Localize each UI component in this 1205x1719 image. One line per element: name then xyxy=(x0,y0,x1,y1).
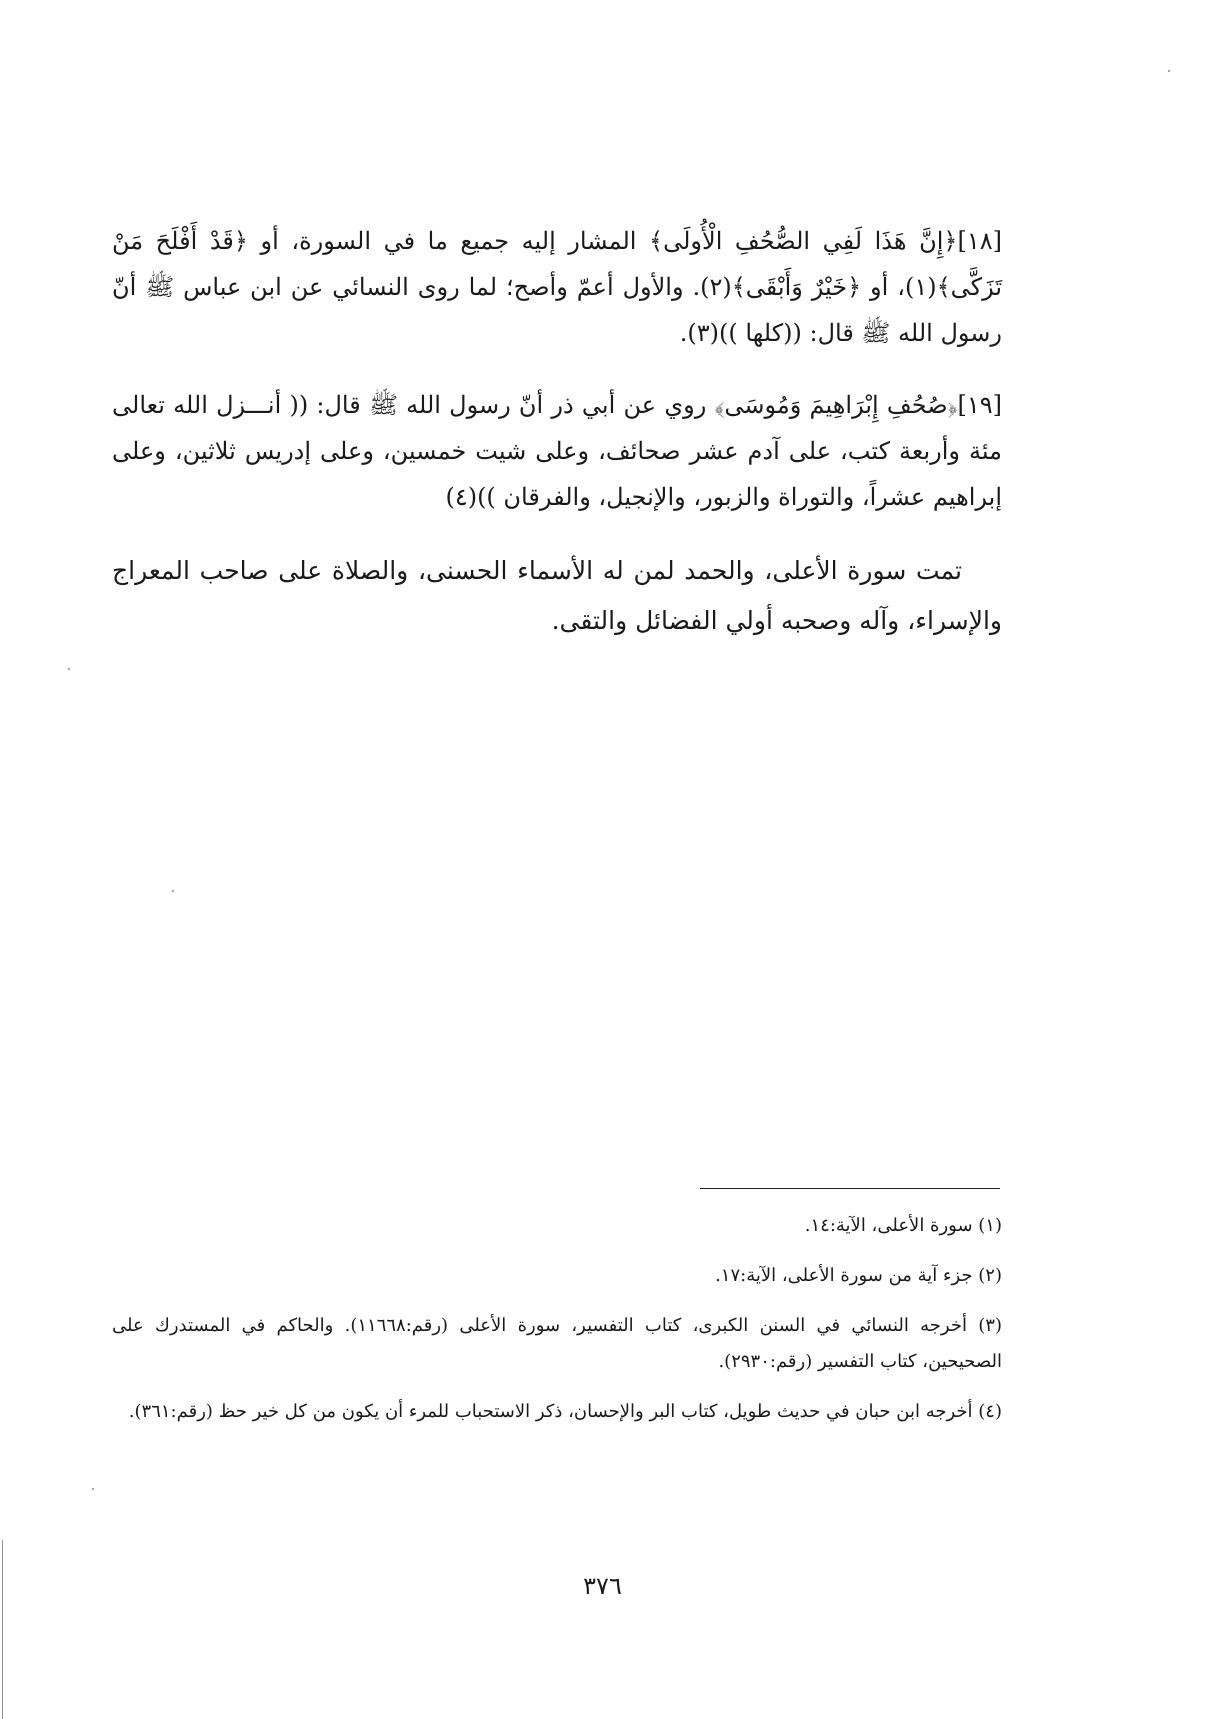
closing-paragraph: تمت سورة الأعلى، والحمد لمن له الأسماء الحسنى، والصلاة على صاحب المعراج والإسراء، وآله وصحبه أولي الفضائل والتقى. xyxy=(112,556,1002,635)
main-text xyxy=(112,218,1002,672)
footnote-2: (٢) جزء آية من سورة الأعلى، الآية:١٧. xyxy=(715,1265,1002,1286)
page-number: ٣٧٦ xyxy=(583,1572,622,1600)
paragraph-18: [١٨]﴿إِنَّ هَذَا لَفِي الصُّحُفِ الْأُولَى﴾ المشار إليه جميع ما في السورة، أو ﴿قَدْ أَفْلَحَ مَنْ تَزَكَّى﴾(١)، أو ﴿خَيْرٌ وَأَبْقَى﴾(٢). والأول أعمّ وأصح؛ لما روى النسائي عن ابن عباس ﷺ أنّ رسول الله ﷺ قال: ((كلها ))(٣). xyxy=(112,227,1003,347)
scan-speck xyxy=(172,890,174,892)
footnotes xyxy=(112,1208,1002,1444)
footnote-separator xyxy=(700,1188,1000,1189)
footnote-3: (٣) أخرجه النسائي في السنن الكبرى، كتاب التفسير، سورة الأعلى (رقم:١١٦٦٨). والحاكم في المستدرك على الصحيحين، كتاب التفسير (رقم:٢٩٣٠). xyxy=(112,1315,1002,1372)
footnote-4: (٤) أخرجه ابن حبان في حديث طويل، كتاب البر والإحسان، ذكر الاستحباب للمرء أن يكون من كل خير حظ (رقم:٣٦١). xyxy=(128,1401,1002,1422)
scan-edge-line xyxy=(2,1540,3,1719)
scan-speck xyxy=(68,668,70,670)
scan-speck xyxy=(92,1488,94,1490)
scan-speck xyxy=(1168,70,1170,72)
footnote-1: (١) سورة الأعلى، الآية:١٤. xyxy=(804,1215,1002,1236)
paragraph-19: [١٩]﴿صُحُفِ إِبْرَاهِيمَ وَمُوسَى﴾ روي عن أبي ذر أنّ رسول الله ﷺ قال: (( أنـــزل الله تعالى مئة وأربعة كتب، على آدم عشر صحائف، وعلى شيت خمسين، وعلى إدريس ثلاثين، وعلى إبراهيم عشراً، والتوراة والزبور، والإنجيل، والفرقان ))(٤) xyxy=(112,391,1002,511)
